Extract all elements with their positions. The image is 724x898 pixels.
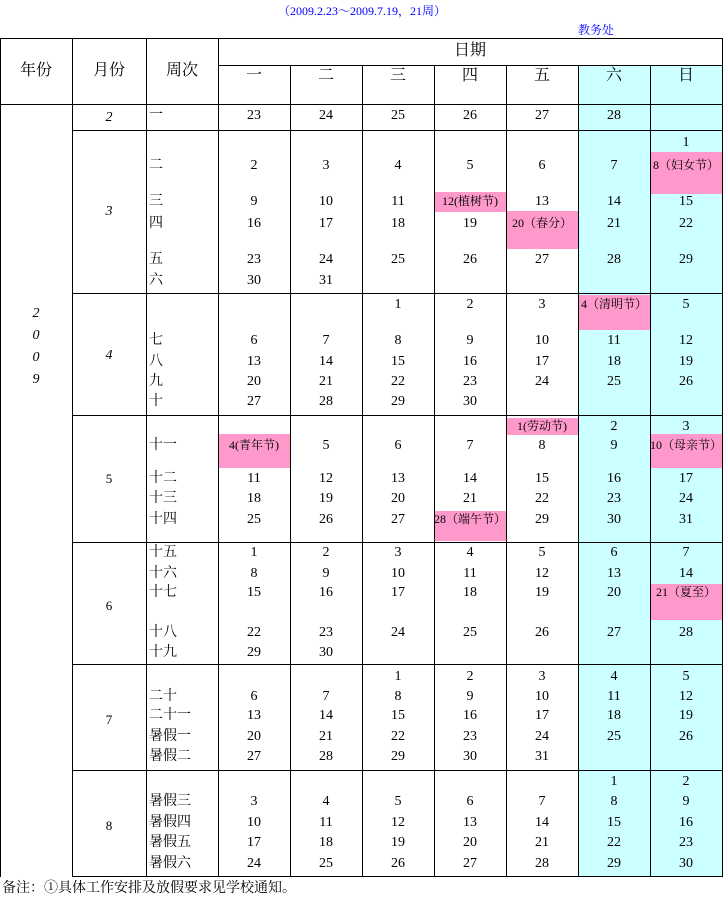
date-cell: 12 — [319, 471, 333, 486]
date-cell: 12 — [391, 815, 405, 830]
date-cell: 28（端午节） — [434, 512, 507, 526]
date-cell: 27 — [247, 394, 261, 409]
date-cell: 14 — [535, 815, 549, 830]
date-cell: 30 — [607, 512, 621, 527]
week-label: 暑假三 — [149, 794, 191, 809]
date-cell: 28 — [535, 856, 549, 871]
date-cell: 8 — [538, 438, 546, 453]
date-cell: 9 — [466, 333, 474, 348]
date-cell: 15 — [247, 585, 261, 600]
weekday-header: 五 — [533, 67, 550, 84]
date-cell: 3 — [394, 545, 402, 560]
date-cell: 15 — [607, 815, 621, 830]
year-digit: 0 — [32, 328, 40, 343]
week-label: 十六 — [149, 566, 177, 581]
date-cell: 2 — [682, 774, 690, 789]
date-cell: 12 — [679, 689, 693, 704]
date-cell: 25 — [319, 856, 333, 871]
calendar-subtitle: （2009.2.23～2009.7.19，21周） — [277, 4, 446, 18]
date-cell: 13 — [607, 566, 621, 581]
date-cell: 4 — [610, 669, 618, 684]
date-cell: 6 — [538, 158, 546, 173]
weekday-header: 一 — [245, 67, 262, 84]
date-cell: 25 — [607, 729, 621, 744]
date-cell: 24 — [535, 374, 549, 389]
grid-line — [146, 38, 147, 877]
date-cell: 13 — [535, 194, 549, 209]
date-cell: 19 — [463, 216, 477, 231]
date-cell: 23 — [679, 835, 693, 850]
date-cell: 12 — [535, 566, 549, 581]
date-cell: 20 — [463, 835, 477, 850]
date-cell: 3 — [322, 158, 330, 173]
date-cell: 20 — [247, 374, 261, 389]
date-cell: 5 — [466, 158, 474, 173]
date-cell: 14 — [463, 471, 477, 486]
year-digit: 2 — [32, 306, 40, 321]
weekday-header: 二 — [317, 67, 334, 84]
week-label: 暑假六 — [149, 856, 191, 871]
date-cell: 14 — [319, 354, 333, 369]
week-label: 八 — [149, 354, 163, 369]
week-label: 十三 — [149, 491, 177, 506]
date-cell: 25 — [391, 108, 405, 123]
week-label: 六 — [149, 273, 163, 288]
grid-line — [72, 415, 723, 416]
date-cell: 21 — [607, 216, 621, 231]
date-cell: 26 — [463, 252, 477, 267]
week-label: 四 — [149, 216, 163, 231]
date-cell: 2 — [466, 669, 474, 684]
week-label: 五 — [149, 252, 163, 267]
date-cell: 1(劳动节) — [517, 419, 567, 433]
date-cell: 19 — [535, 585, 549, 600]
month-label: 3 — [105, 204, 113, 219]
date-cell: 13 — [247, 354, 261, 369]
date-cell: 18 — [607, 354, 621, 369]
date-cell: 22 — [535, 491, 549, 506]
week-label: 十七 — [149, 585, 177, 600]
date-cell: 17 — [391, 585, 405, 600]
date-cell: 11 — [607, 689, 621, 704]
date-cell: 10 — [391, 566, 405, 581]
date-cell: 24 — [535, 729, 549, 744]
date-cell: 23 — [247, 108, 261, 123]
date-cell: 1 — [610, 774, 618, 789]
date-cell: 29 — [607, 856, 621, 871]
date-cell: 20（春分） — [511, 216, 572, 230]
date-cell: 3 — [538, 669, 546, 684]
weekday-header: 三 — [389, 67, 406, 84]
week-label: 二十 — [149, 689, 177, 704]
year-digit: 0 — [32, 350, 40, 365]
date-cell: 29 — [391, 749, 405, 764]
date-cell: 1 — [394, 297, 402, 312]
date-cell: 2 — [250, 158, 258, 173]
date-cell: 7 — [322, 689, 330, 704]
date-cell: 15 — [391, 354, 405, 369]
grid-line — [0, 38, 1, 877]
grid-line — [72, 542, 723, 543]
date-cell: 9 — [250, 194, 258, 209]
date-cell: 24 — [319, 252, 333, 267]
date-cell: 11 — [463, 566, 477, 581]
date-cell: 7 — [466, 438, 474, 453]
date-cell: 21 — [535, 835, 549, 850]
date-cell: 26 — [319, 512, 333, 527]
date-cell: 7 — [682, 545, 690, 560]
date-cell: 23 — [607, 491, 621, 506]
date-cell: 18 — [607, 708, 621, 723]
weekday-header: 日 — [677, 67, 694, 84]
date-cell: 27 — [607, 625, 621, 640]
week-label: 暑假四 — [149, 815, 191, 830]
date-cell: 12 — [679, 333, 693, 348]
date-cell: 4(青年节) — [229, 438, 279, 452]
date-cell: 13 — [391, 471, 405, 486]
week-label: 十四 — [149, 512, 177, 527]
date-header: 日期 — [453, 42, 486, 59]
date-cell: 11 — [391, 194, 405, 209]
date-cell: 30 — [319, 645, 333, 660]
week-label: 七 — [149, 333, 163, 348]
grid-line — [72, 38, 73, 877]
date-cell: 19 — [679, 354, 693, 369]
date-cell: 4（清明节） — [580, 297, 647, 311]
date-cell: 15 — [679, 194, 693, 209]
date-cell: 6 — [250, 333, 258, 348]
month-label: 6 — [105, 598, 113, 613]
year-header: 年份 — [19, 62, 52, 79]
date-cell: 8 — [394, 689, 402, 704]
date-cell: 19 — [319, 491, 333, 506]
week-label: 暑假五 — [149, 835, 191, 850]
date-cell: 17 — [535, 708, 549, 723]
date-cell: 28 — [679, 625, 693, 640]
date-cell: 22 — [391, 374, 405, 389]
week-label: 九 — [149, 374, 163, 389]
date-cell: 28 — [319, 394, 333, 409]
footnote: 备注：①具体工作安排及放假要求见学校通知。 — [2, 881, 296, 896]
date-cell: 4 — [394, 158, 402, 173]
date-cell: 26 — [463, 108, 477, 123]
date-cell: 10 — [535, 333, 549, 348]
date-cell: 30 — [679, 856, 693, 871]
date-cell: 23 — [319, 625, 333, 640]
week-label: 十五 — [149, 545, 177, 560]
date-cell: 5 — [322, 438, 330, 453]
date-cell: 26 — [391, 856, 405, 871]
grid-line — [72, 293, 723, 294]
week-label: 十一 — [149, 438, 177, 453]
date-cell: 22 — [247, 625, 261, 640]
date-cell: 17 — [319, 216, 333, 231]
week-label: 暑假一 — [149, 729, 191, 744]
date-cell: 10 — [535, 689, 549, 704]
month-label: 8 — [105, 818, 113, 833]
date-cell: 10（母亲节） — [650, 438, 723, 452]
date-cell: 14 — [607, 194, 621, 209]
date-cell: 2 — [466, 297, 474, 312]
weekday-header: 四 — [461, 67, 478, 84]
week-label: 十二 — [149, 471, 177, 486]
date-cell: 14 — [679, 566, 693, 581]
date-cell: 18 — [391, 216, 405, 231]
date-cell: 8（妇女节） — [652, 158, 719, 172]
date-cell: 19 — [679, 708, 693, 723]
month-label: 7 — [105, 712, 113, 727]
date-cell: 20 — [391, 491, 405, 506]
date-cell: 25 — [607, 374, 621, 389]
date-cell: 21 — [463, 491, 477, 506]
grid-line — [72, 770, 723, 771]
date-cell: 9 — [466, 689, 474, 704]
date-cell: 19 — [391, 835, 405, 850]
date-cell: 29 — [391, 394, 405, 409]
date-cell: 3 — [538, 297, 546, 312]
date-cell: 6 — [250, 689, 258, 704]
date-cell: 21 — [319, 729, 333, 744]
date-cell: 31 — [319, 273, 333, 288]
date-cell: 2 — [610, 419, 618, 434]
date-cell: 31 — [679, 512, 693, 527]
date-cell: 11 — [607, 333, 621, 348]
date-cell: 11 — [247, 471, 261, 486]
date-cell: 2 — [322, 545, 330, 560]
date-cell: 14 — [319, 708, 333, 723]
date-cell: 6 — [466, 794, 474, 809]
date-cell: 10 — [247, 815, 261, 830]
date-cell: 25 — [391, 252, 405, 267]
date-cell: 22 — [607, 835, 621, 850]
month-label: 4 — [105, 348, 113, 363]
month-header: 月份 — [92, 62, 125, 79]
date-cell: 25 — [247, 512, 261, 527]
date-cell: 24 — [247, 856, 261, 871]
date-cell: 29 — [679, 252, 693, 267]
date-cell: 4 — [466, 545, 474, 560]
date-cell: 5 — [682, 669, 690, 684]
date-cell: 5 — [682, 297, 690, 312]
date-cell: 9 — [322, 566, 330, 581]
date-cell: 29 — [535, 512, 549, 527]
week-label: 三 — [149, 194, 163, 209]
month-label: 5 — [105, 471, 113, 486]
date-cell: 9 — [682, 794, 690, 809]
date-cell: 23 — [247, 252, 261, 267]
date-cell: 16 — [247, 216, 261, 231]
date-cell: 1 — [394, 669, 402, 684]
date-cell: 25 — [463, 625, 477, 640]
grid-line — [0, 38, 723, 39]
date-cell: 28 — [607, 252, 621, 267]
date-cell: 30 — [463, 394, 477, 409]
date-cell: 28 — [607, 108, 621, 123]
date-cell: 6 — [610, 545, 618, 560]
date-cell: 30 — [247, 273, 261, 288]
date-cell: 1 — [250, 545, 258, 560]
date-cell: 7 — [610, 158, 618, 173]
date-cell: 30 — [463, 749, 477, 764]
date-cell: 21 — [319, 374, 333, 389]
week-label: 二十一 — [149, 708, 191, 723]
date-cell: 29 — [247, 645, 261, 660]
date-cell: 18 — [319, 835, 333, 850]
date-cell: 17 — [247, 835, 261, 850]
date-cell: 20 — [607, 585, 621, 600]
date-cell: 7 — [322, 333, 330, 348]
month-label: 2 — [105, 110, 113, 125]
date-cell: 26 — [535, 625, 549, 640]
date-cell: 16 — [319, 585, 333, 600]
week-label: 十八 — [149, 625, 177, 640]
date-cell: 16 — [607, 471, 621, 486]
date-cell: 24 — [391, 625, 405, 640]
date-cell: 24 — [319, 108, 333, 123]
date-cell: 10 — [319, 194, 333, 209]
date-cell: 18 — [247, 491, 261, 506]
date-cell: 3 — [682, 419, 690, 434]
date-cell: 27 — [391, 512, 405, 527]
date-cell: 22 — [679, 216, 693, 231]
grid-line — [72, 664, 723, 665]
date-cell: 26 — [679, 729, 693, 744]
date-cell: 22 — [391, 729, 405, 744]
date-cell: 13 — [247, 708, 261, 723]
week-label: 暑假二 — [149, 749, 191, 764]
date-cell: 16 — [463, 708, 477, 723]
date-cell: 28 — [319, 749, 333, 764]
date-cell: 31 — [535, 749, 549, 764]
date-cell: 27 — [463, 856, 477, 871]
date-cell: 17 — [679, 471, 693, 486]
date-cell: 23 — [463, 729, 477, 744]
week-label: 一 — [149, 108, 163, 123]
date-cell: 5 — [394, 794, 402, 809]
date-cell: 12(植树节) — [442, 194, 498, 208]
date-cell: 8 — [394, 333, 402, 348]
year-digit: 9 — [32, 372, 40, 387]
date-cell: 27 — [247, 749, 261, 764]
date-cell: 18 — [463, 585, 477, 600]
date-cell: 21（夏至） — [655, 585, 716, 599]
date-cell: 27 — [535, 108, 549, 123]
date-cell: 13 — [463, 815, 477, 830]
week-header: 周次 — [165, 62, 198, 79]
grid-line — [722, 38, 723, 877]
date-cell: 6 — [394, 438, 402, 453]
grid-line — [218, 65, 723, 66]
week-label: 十 — [149, 394, 163, 409]
date-cell: 16 — [679, 815, 693, 830]
grid-line — [72, 130, 723, 131]
date-cell: 23 — [463, 374, 477, 389]
date-cell: 8 — [250, 566, 258, 581]
week-label: 二 — [149, 158, 163, 173]
date-cell: 26 — [679, 374, 693, 389]
date-cell: 11 — [319, 815, 333, 830]
issuing-office: 教务处 — [578, 23, 615, 37]
date-cell: 20 — [247, 729, 261, 744]
date-cell: 9 — [610, 438, 618, 453]
date-cell: 16 — [463, 354, 477, 369]
date-cell: 4 — [322, 794, 330, 809]
date-cell: 1 — [682, 135, 690, 150]
date-cell: 3 — [250, 794, 258, 809]
weekday-header: 六 — [605, 67, 622, 84]
date-cell: 27 — [535, 252, 549, 267]
date-cell: 8 — [610, 794, 618, 809]
date-cell: 15 — [535, 471, 549, 486]
date-cell: 7 — [538, 794, 546, 809]
date-cell: 15 — [391, 708, 405, 723]
date-cell: 24 — [679, 491, 693, 506]
date-cell: 17 — [535, 354, 549, 369]
week-label: 十九 — [149, 645, 177, 660]
date-cell: 5 — [538, 545, 546, 560]
